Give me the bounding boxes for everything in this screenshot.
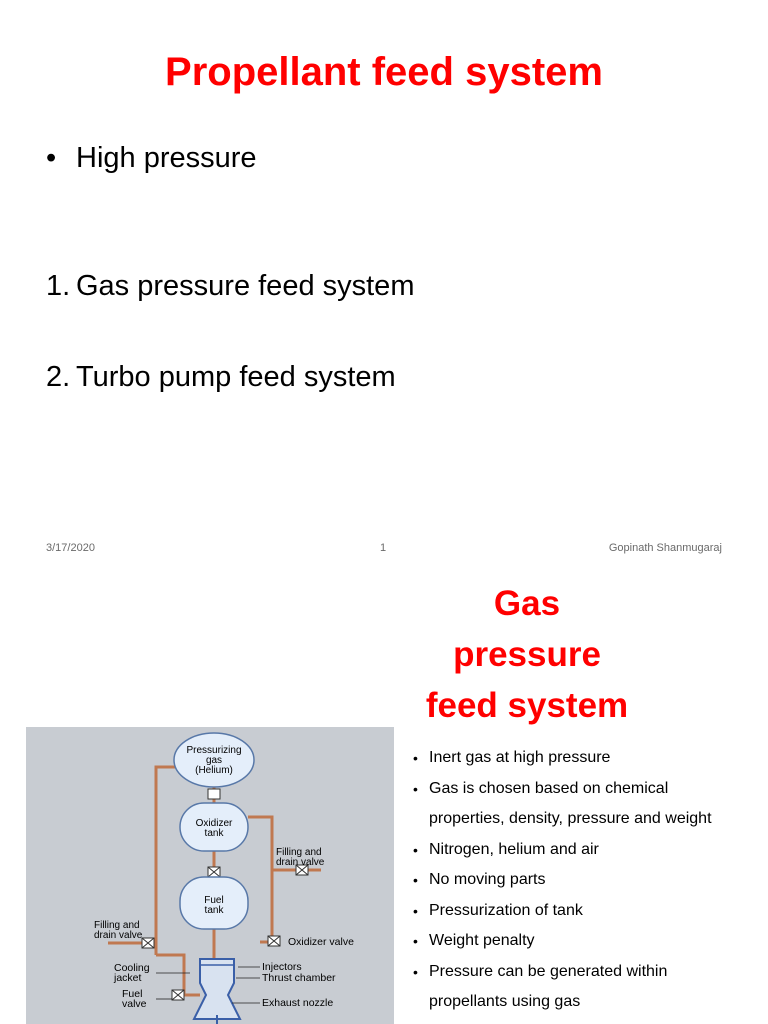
label-fuel-valve-2: valve xyxy=(122,998,147,1010)
list-text: Turbo pump feed system xyxy=(76,361,396,393)
list-item-gas-pressure xyxy=(46,270,414,303)
list-item-continuation: properties, density, pressure and weight xyxy=(429,810,712,827)
label-gas-1: Pressurizing xyxy=(186,745,242,756)
label-gas-3: (Helium) xyxy=(195,765,233,776)
bullet-high-pressure xyxy=(46,142,257,175)
label-ox-tank-2: tank xyxy=(204,828,224,839)
feed-system-diagram xyxy=(26,727,394,1024)
label-fuel-tank-1: Fuel xyxy=(204,895,224,906)
bullet-text: High pressure xyxy=(76,142,257,174)
title-line: pressure xyxy=(453,635,601,674)
footer-author: Gopinath Shanmugaraj xyxy=(608,542,722,554)
list-text: Gas pressure feed system xyxy=(76,270,415,302)
list-number: 2. xyxy=(46,361,71,393)
title-line: feed system xyxy=(425,686,629,725)
footer-page-number: 1 xyxy=(380,542,387,554)
title-line: Gas xyxy=(493,584,561,623)
bullet-dot: • xyxy=(46,142,57,174)
list-number: 1. xyxy=(46,270,71,302)
label-oxidizer-valve: Oxidizer valve xyxy=(288,936,354,948)
list-item: • No moving parts xyxy=(410,865,760,896)
label-exhaust-nozzle: Exhaust nozzle xyxy=(262,997,334,1009)
regulator-valve-icon xyxy=(208,789,220,799)
slide-2 xyxy=(0,576,768,1024)
label-fuel-valve-1: Fuel xyxy=(122,988,143,1000)
list-item: • Gas is chosen based on chemical xyxy=(410,774,760,805)
slide-2-title xyxy=(402,576,652,731)
label-cooling-2: jacket xyxy=(114,972,142,984)
footer-date: 3/17/2020 xyxy=(46,542,95,554)
diagram-svg xyxy=(26,727,394,1024)
list-item: • Inert gas at high pressure xyxy=(410,743,760,774)
label-fill-drain-right-2: drain valve xyxy=(276,857,325,868)
list-item: • Pressure can be generated within xyxy=(410,957,760,988)
list-item-turbo-pump xyxy=(46,361,396,394)
list-item: • Pressurization of tank xyxy=(410,896,760,927)
label-fill-drain-left-2: drain valve xyxy=(94,930,143,941)
slide-1-title: Propellant feed system xyxy=(165,50,603,94)
label-fuel-tank-2: tank xyxy=(204,905,224,916)
list-item: • Weight penalty xyxy=(410,926,760,957)
list-item: • Nitrogen, helium and air xyxy=(410,835,760,866)
label-cooling-1: Cooling xyxy=(114,962,150,974)
label-fill-drain-right-1: Filling and xyxy=(276,847,322,858)
slide-2-bullets xyxy=(410,743,760,1018)
label-gas-2: gas xyxy=(205,755,223,766)
label-fill-drain-left-1: Filling and xyxy=(94,920,140,931)
label-ox-tank-1: Oxidizer xyxy=(195,818,233,829)
label-thrust-chamber: Thrust chamber xyxy=(262,972,336,984)
list-item-continuation: propellants using gas xyxy=(429,993,581,1010)
label-injectors: Injectors xyxy=(262,961,302,973)
